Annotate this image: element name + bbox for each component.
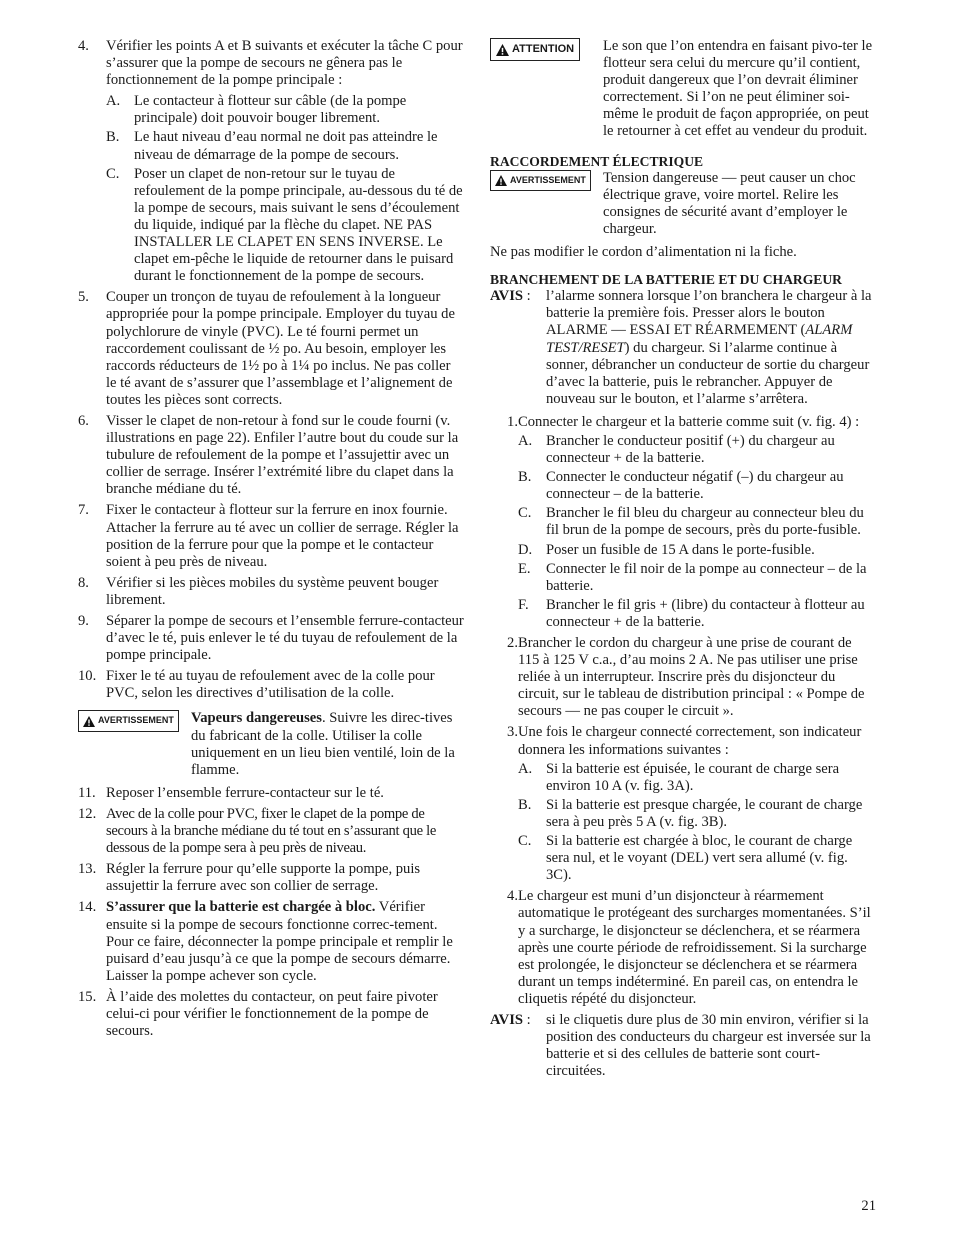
- list-item: [78, 38, 464, 285]
- item-number: 3.: [507, 724, 518, 741]
- attention-text: Le son que l’on entendra en faisant pivo-ter le flotteur sera celui du mercure qu’il contient, produit dangereux que l’on devrait éliminer correctement. Si l’on ne peut éliminer soi-même le produit de façon appropriée, on peut le retourner à cet effet au vendeur du produit.: [603, 38, 873, 140]
- sub-text: Brancher le fil bleu du chargeur au connecteur bleu du fil brun de la pompe de secours, près du porte-fusible.: [546, 505, 864, 539]
- item-text: S’assurer que la batterie est chargée à bloc. Vérifier ensuite si la pompe de secours fonctionne correc-tement. Pour ce faire, déconnecter la pompe principale et remplir le puisard d’eau jusqu’à ce que la pompe de secours démarre. Laisser la pompe achever son cycle.: [106, 899, 453, 984]
- sub-letter: E.: [518, 560, 531, 577]
- item-number: 7.: [78, 502, 89, 519]
- sub-letter: B.: [518, 469, 532, 486]
- notice-label: AVIS :: [490, 1011, 531, 1028]
- warning-badge: AVERTISSEMENT: [490, 170, 591, 191]
- item-number: 10.: [78, 668, 97, 685]
- list-item: [78, 861, 464, 895]
- item-text: Avec de la colle pour PVC, fixer le clapet de la pompe de secours à la branche médiane du té tout en s’assurant que le dessous de la pompe sera à peu près de niveau.: [106, 805, 437, 857]
- sub-text: Connecter le conducteur négatif (–) du chargeur au connecteur – de la batterie.: [546, 469, 844, 503]
- page-number: 21: [861, 1198, 876, 1214]
- item-number: 12.: [78, 805, 97, 822]
- item-text: Le chargeur est muni d’un disjoncteur à réarmement automatique le protégeant des surcharges momentanées. S’il y a surcharge, le disjoncteur se déclenchera, et se réarmera après une courte période de refroidissement. Si la surcharge est prolongée, le disjoncteur se déclenchera et se réarmera durant un temps indéterminé. En pareil cas, on entendra le cliquetis répété du disjoncteur.: [518, 888, 871, 1007]
- sub-letter: B.: [518, 796, 532, 813]
- sub-letter: F.: [518, 596, 529, 613]
- list-item: [78, 899, 464, 984]
- section-heading: BRANCHEMENT DE LA BATTERIE ET DU CHARGEUR: [490, 272, 842, 288]
- sub-text: Si la batterie est presque chargée, le courant de charge sera à peu près 5 A (v. fig. 3B).: [546, 796, 863, 830]
- item-number: 13.: [78, 861, 97, 878]
- sub-text: Brancher le conducteur positif (+) du chargeur au connecteur + de la batterie.: [546, 432, 835, 467]
- item-text: Connecter le chargeur et la batterie comme suit (v. fig. 4) :: [518, 413, 860, 430]
- item-text: Fixer le contacteur à flotteur sur la ferrure en inox fournie. Attacher la ferrure au té avec un collier de serrage. Régler la position de la ferrure pour que la pompe et le contacteur soient à peu près de niveau.: [106, 502, 459, 570]
- item-text: Vérifier les points A et B suivants et exécuter la tâche C pour s’assurer que la pompe de secours ne gênera pas le fonctionnement de la pompe principale :: [106, 38, 463, 89]
- list-item: [78, 575, 464, 609]
- item-text: Visser le clapet de non-retour à fond sur le coude fourni (v. illustrations en page 22). Enfiler l’autre bout du coude sur la tubulure de refoulement de la pompe et l’assujettir avec un collier de serrage. Insérer l’extrémité libre du clapet dans la branche médiane du té.: [106, 412, 459, 498]
- list-item: [490, 724, 876, 884]
- item-number: 14.: [78, 899, 97, 916]
- item-number: 1.: [507, 413, 518, 430]
- warning-badge: AVERTISSEMENT: [78, 710, 179, 731]
- sub-text: Le contacteur à flotteur sur câble (de la pompe principale) doit pouvoir bouger librement.: [134, 93, 407, 127]
- list-item: [78, 668, 464, 702]
- item-number: 9.: [78, 613, 89, 629]
- item-text: Vérifier si les pièces mobiles du système peuvent bouger librement.: [106, 574, 439, 608]
- list-item: [78, 806, 464, 857]
- warning-triangle-icon: [495, 175, 507, 186]
- item-number: 8.: [78, 574, 89, 591]
- item-text: Reposer l’ensemble ferrure-contacteur sur le té.: [106, 784, 384, 801]
- attention-badge: ATTENTION: [490, 38, 580, 61]
- item-text: Brancher le cordon du chargeur à une prise de courant de 115 à 125 V c.a., d’au moins 2 A. Ne pas utiliser une prise reliée à un interrupteur. Inscrire près du disjoncteur du circuit, sur le tableau de distribution principal : « Pompe de secours — ne pas couper le circuit ».: [518, 635, 865, 720]
- sub-letter: C.: [518, 833, 532, 850]
- notice-text: si le cliquetis dure plus de 30 min environ, vérifier si la position des conducteurs du chargeur est inversée sur la batterie et si des cellules de batterie sont court-circuitées.: [546, 1011, 871, 1080]
- list-item: [78, 502, 464, 570]
- notice-block: [490, 1012, 876, 1080]
- attention-block: [490, 38, 876, 141]
- section-heading: RACCORDEMENT ÉLECTRIQUE: [490, 153, 704, 169]
- sub-letter: A.: [518, 760, 533, 777]
- sub-text: Poser un clapet de non-retour sur le tuyau de refoulement de la pompe principale, au-dessous du té de la pompe de secours, mais suivant le sens d’écoulement du liquide, indiqué par la flèche du clapet. NE PAS INSTALLER LE CLAPET EN SENS INVERSE. Le clapet em-pêche le liquide de retourner dans le puisard durant le fonctionnement de la pompe de secours.: [134, 165, 463, 285]
- list-item: [78, 413, 464, 498]
- item-number: 11.: [78, 784, 96, 801]
- item-number: 6.: [78, 412, 89, 429]
- list-item: [490, 414, 876, 631]
- item-number: 4.: [78, 38, 89, 54]
- notice-text: l’alarme sonnera lorsque l’on branchera le chargeur à la batterie la première fois. Presser alors le bouton ALARME — ESSAI ET RÉARMEMENT (ALARM TEST/RESET) du chargeur. Si l’alarme continue à sonner, débrancher un conducteur de sortie du chargeur d’avec la batterie, puis le rebrancher. Appuyer de nouveau sur le bouton, et l’alarme s’arrêtera.: [546, 288, 872, 407]
- warning-triangle-icon: [496, 44, 509, 56]
- note-text: Ne pas modifier le cordon d’alimentation ni la fiche.: [490, 244, 797, 261]
- list-item: [78, 289, 464, 409]
- item-number: 15.: [78, 988, 97, 1005]
- list-item: [490, 635, 876, 720]
- notice-label: AVIS :: [490, 288, 531, 305]
- sub-text: Connecter le fil noir de la pompe au connecteur – de la batterie.: [546, 560, 867, 594]
- list-item: [78, 989, 464, 1040]
- item-text: Une fois le chargeur connecté correctement, son indicateur donnera les informations suivantes :: [518, 724, 862, 758]
- sub-letter: B.: [106, 129, 120, 146]
- item-text: Régler la ferrure pour qu’elle supporte la pompe, puis assujettir la ferrure avec son collier de serrage.: [106, 861, 421, 895]
- sub-text: Poser un fusible de 15 A dans le porte-fusible.: [546, 541, 815, 558]
- list-item: [78, 613, 464, 664]
- sub-text: Brancher le fil gris + (libre) du contacteur à flotteur au connecteur + de la batterie.: [546, 596, 865, 630]
- item-number: 4.: [507, 888, 518, 905]
- item-number: 5.: [78, 289, 89, 306]
- item-text: À l’aide des molettes du contacteur, on peut faire pivoter celui-ci pour vérifier le fonctionnement de la pompe de secours.: [106, 988, 438, 1040]
- sub-text: Si la batterie est épuisée, le courant de charge sera environ 10 A (v. fig. 3A).: [546, 760, 840, 794]
- list-item: [490, 888, 876, 1008]
- sub-letter: D.: [518, 541, 533, 558]
- warning-block: [490, 170, 876, 238]
- item-number: 2.: [507, 635, 518, 651]
- sub-letter: C.: [106, 165, 120, 182]
- item-text: Séparer la pompe de secours et l’ensemble ferrure-contacteur d’avec le té, puis enlever le té du tuyau de refoulement de la pompe principale.: [106, 613, 464, 664]
- left-column: [78, 38, 464, 1044]
- sub-text: Le haut niveau d’eau normal ne doit pas atteindre le niveau de démarrage de la pompe de secours.: [134, 129, 438, 163]
- warning-text: Vapeurs dangereuses. Suivre les direc-tives du fabricant de la colle. Utiliser la colle uniquement en un lieu bien ventilé, loin de la flamme.: [191, 710, 455, 778]
- item-text: Couper un tronçon de tuyau de refoulement à la longueur appropriée pour la pompe principale. Employer du tuyau de polychlorure de vinyle (PVC). Le té fourni permet un raccordement coulissant de ½ po. Au besoin, employer les raccords réducteurs de 1½ po à 1¼ po inclus. Ne pas coller le té avant de s’assurer que l’assemblage et l’alignement de toutes les pièces sont corrects.: [106, 289, 455, 408]
- right-column: [490, 38, 876, 1080]
- item-text: Fixer le té au tuyau de refoulement avec de la colle pour PVC, selon les directives d’utilisation de la colle.: [106, 668, 435, 702]
- warning-text: Tension dangereuse — peut causer un choc électrique grave, voire mortel. Relire les consignes de sécurité avant d’employer le chargeur.: [603, 169, 856, 237]
- list-item: [78, 785, 464, 802]
- sub-letter: C.: [518, 505, 532, 522]
- warning-triangle-icon: [83, 716, 95, 727]
- sub-letter: A.: [518, 432, 533, 449]
- warning-block: [78, 710, 464, 778]
- sub-letter: A.: [106, 93, 121, 110]
- sub-text: Si la batterie est chargée à bloc, le courant de charge sera nul, et le voyant (DEL) vert sera allumé (v. fig. 3C).: [546, 833, 853, 884]
- notice-block: [490, 288, 876, 408]
